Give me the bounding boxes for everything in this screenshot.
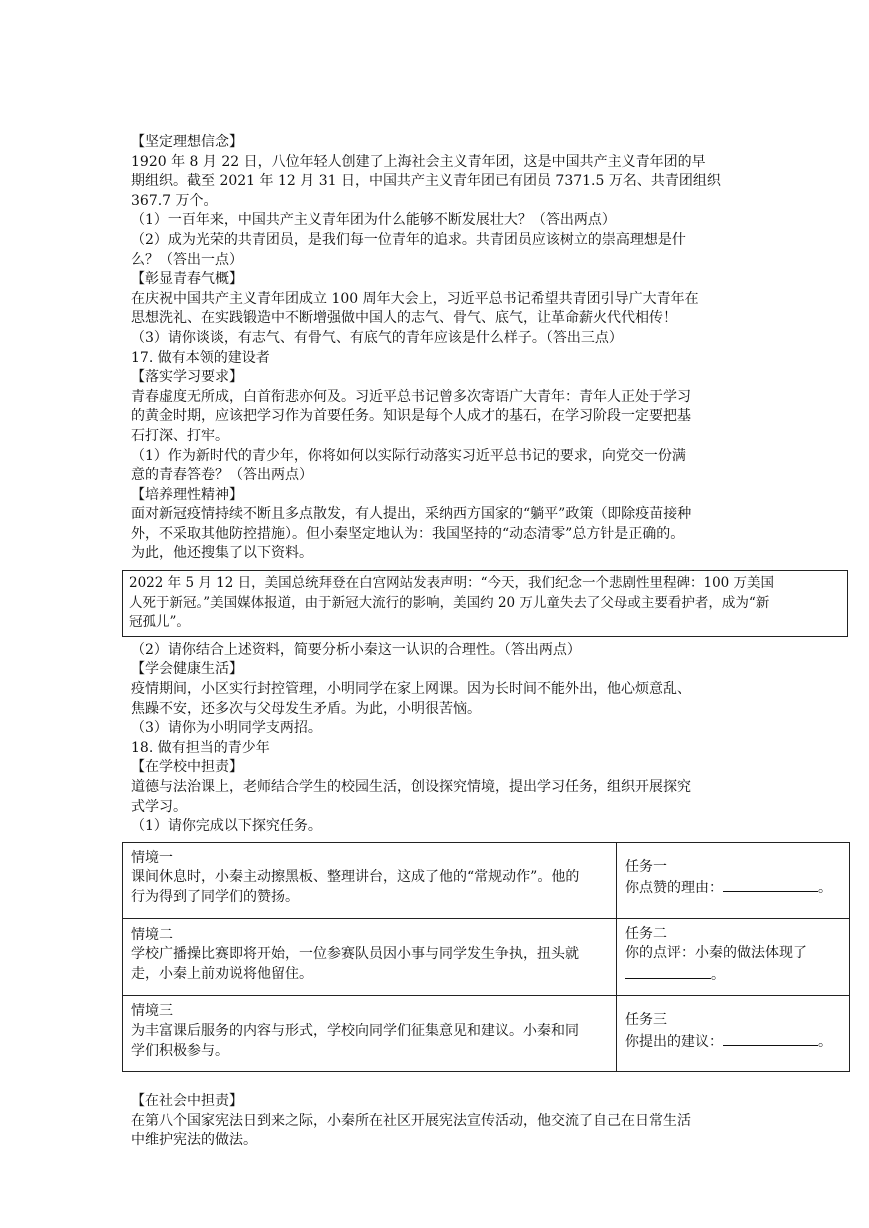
task-period: 。 bbox=[818, 1033, 833, 1050]
inquiry-task-table bbox=[122, 842, 850, 1072]
table-row bbox=[123, 996, 850, 1072]
question-18-title: 18. 做有担当的青少年 bbox=[131, 739, 270, 756]
material-box bbox=[122, 570, 848, 637]
task-period: 。 bbox=[818, 880, 833, 897]
situation-text: 行为得到了同学们的赞扬。 bbox=[131, 888, 299, 905]
answer-blank[interactable] bbox=[723, 1031, 818, 1046]
paragraph-line: 在庆祝中国共产主义青年团成立 100 周年大会上，习近平总书记希望共青团引导广大青年在 bbox=[131, 290, 699, 307]
paragraph-line: 在第八个国家宪法日到来之际，小秦所在社区开展宪法宣传活动，他交流了自己在日常生活 bbox=[131, 1112, 691, 1129]
situation-title: 情境三 bbox=[131, 1003, 173, 1020]
paragraph-line: 面对新冠疫情持续不断且多点散发，有人提出，采纳西方国家的“躺平”政策（即除疫苗接种 bbox=[131, 506, 692, 523]
paragraph-line: 的黄金时期，应该把学习作为首要任务。知识是每个人成才的基石，在学习阶段一定要把基 bbox=[131, 408, 691, 425]
paragraph-line: 道德与法治课上，老师结合学生的校园生活，创设探究情境，提出学习任务，组织开展探究 bbox=[131, 779, 691, 795]
answer-blank[interactable] bbox=[723, 877, 818, 892]
paragraph-line: 期组织。截至 2021 年 12 月 31 日，中国共产主义青年团已有团员 7371.5 万名、共青团组织 bbox=[131, 173, 721, 190]
situation-cell bbox=[123, 918, 617, 996]
task-period: 。 bbox=[711, 966, 726, 983]
situation-text: 学们积极参与。 bbox=[131, 1042, 229, 1059]
task-title: 任务一 bbox=[625, 858, 668, 875]
situation-cell bbox=[123, 842, 617, 918]
task-cell bbox=[617, 842, 850, 918]
section-heading-rational: 【培养理性精神】 bbox=[131, 486, 243, 503]
situation-text: 为丰富课后服务的内容与形式，学校向同学们征集意见和建议。小秦和同 bbox=[131, 1022, 579, 1039]
task-prompt-text: 你点赞的理由： bbox=[625, 880, 724, 897]
table-row bbox=[123, 842, 850, 918]
question-17-1-line: （1）作为新时代的青少年，你将如何以实际行动落实习近平总书记的要求，向党交一份满 bbox=[131, 447, 686, 464]
task-cell bbox=[617, 918, 850, 996]
task-prompt bbox=[625, 877, 841, 899]
table-row bbox=[123, 918, 850, 996]
task-title: 任务二 bbox=[625, 925, 668, 942]
situation-title: 情境一 bbox=[131, 849, 173, 866]
question-17-title: 17. 做有本领的建设者 bbox=[131, 349, 270, 366]
section-heading-ideals: 【坚定理想信念】 bbox=[131, 134, 243, 150]
paragraph-line: 青春虚度无所成，白首衔悲亦何及。习近平总书记曾多次寄语广大青年：青年人正处于学习 bbox=[131, 388, 691, 405]
question-17-1-line: 意的青春答卷？（答出两点） bbox=[131, 467, 313, 484]
question-1: （1）一百年来，中国共产主义青年团为什么能够不断发展壮大？（答出两点） bbox=[131, 212, 616, 229]
task-prompt-text: 你提出的建议： bbox=[625, 1033, 724, 1050]
task-cell bbox=[617, 996, 850, 1072]
material-line: 2022 年 5 月 12 日，美国总统拜登在白宫网站发表声明：“今天，我们纪念一个悲剧性里程碑：100 万美国 bbox=[129, 575, 775, 592]
section-heading-study: 【落实学习要求】 bbox=[131, 369, 243, 386]
section-heading-society: 【在社会中担责】 bbox=[131, 1093, 243, 1110]
section-heading-youth-spirit: 【彰显青春气概】 bbox=[131, 271, 243, 288]
task-prompt-text: 你的点评：小秦的做法体现了 bbox=[625, 945, 808, 962]
question-2-line: 么？（答出一点） bbox=[131, 251, 243, 268]
paragraph-line: 为此，他还搜集了以下资料。 bbox=[131, 545, 313, 562]
situation-text: 课间休息时，小秦主动擦黑板、整理讲台，这成了他的“常规动作”。他的 bbox=[131, 869, 580, 886]
paragraph-line: 石打深、打牢。 bbox=[131, 427, 229, 444]
question-18-1: （1）请你完成以下探究任务。 bbox=[131, 818, 322, 835]
paragraph-line: 外，不采取其他防控措施）。但小秦坚定地认为：我国坚持的“动态清零”总方针是正确的。 bbox=[131, 525, 685, 542]
paragraph-line: 1920 年 8 月 22 日，八位年轻人创建了上海社会主义青年团，这是中国共产主义青年团的早 bbox=[131, 153, 706, 170]
paragraph-line: 367.7 万个。 bbox=[131, 192, 218, 209]
task-prompt bbox=[625, 1031, 841, 1053]
paragraph-line: 疫情期间，小区实行封控管理，小明同学在家上网课。因为长时间不能外出，他心烦意乱、 bbox=[131, 681, 691, 698]
section-heading-health: 【学会健康生活】 bbox=[131, 661, 243, 678]
paragraph-line: 式学习。 bbox=[131, 798, 187, 815]
situation-cell bbox=[123, 996, 617, 1072]
task-title: 任务三 bbox=[625, 1012, 668, 1029]
question-17-2: （2）请你结合上述资料，简要分析小秦这一认识的合理性。（答出两点） bbox=[131, 641, 581, 658]
paragraph-line: 中维护宪法的做法。 bbox=[131, 1132, 257, 1149]
answer-blank[interactable] bbox=[625, 964, 711, 979]
paragraph-line: 思想洗礼、在实践锻造中不断增强做中国人的志气、骨气、底气，让革命薪火代代相传！ bbox=[131, 310, 677, 327]
section-heading-school: 【在学校中担责】 bbox=[131, 759, 243, 776]
situation-text: 走，小秦上前劝说将他留住。 bbox=[131, 965, 313, 982]
question-17-3: （3）请你为小明同学支两招。 bbox=[131, 720, 322, 737]
paragraph-line: 焦躁不安，还多次与父母发生矛盾。为此，小明很苦恼。 bbox=[131, 700, 481, 717]
material-line: 人死于新冠。”美国媒体报道，由于新冠大流行的影响，美国约 20 万儿童失去了父母或主要看护者，成为“新 bbox=[129, 594, 770, 611]
document-page bbox=[131, 133, 851, 1151]
material-line: 冠孤儿”。 bbox=[129, 614, 190, 631]
situation-title: 情境二 bbox=[131, 926, 173, 943]
situation-text: 学校广播操比赛即将开始，一位参赛队员因小事与同学发生争执，扭头就 bbox=[131, 946, 579, 963]
question-3: （3）请你谈谈，有志气、有骨气、有底气的青年应该是什么样子。（答出三点） bbox=[131, 329, 623, 346]
task-prompt bbox=[625, 964, 841, 986]
question-2-line: （2）成为光荣的共青团员，是我们每一位青年的追求。共青团员应该树立的崇高理想是什 bbox=[131, 231, 686, 248]
